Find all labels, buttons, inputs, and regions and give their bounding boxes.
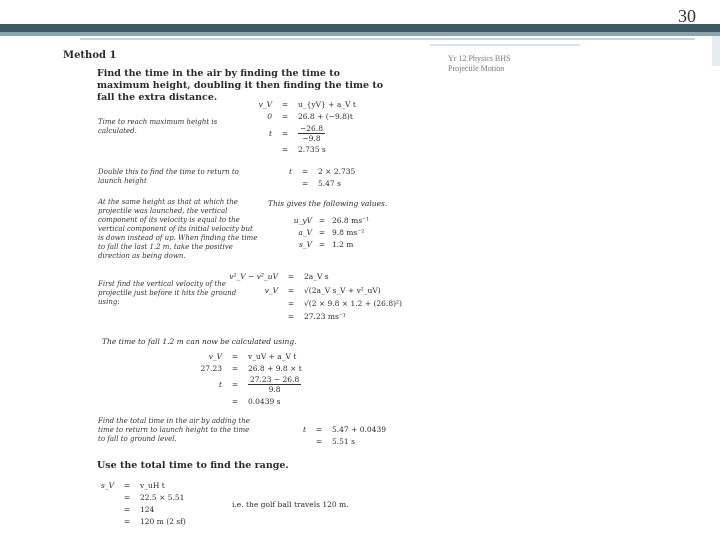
eq-row — [90, 517, 186, 527]
fall-time-intro: The time to fall 1.2 m can now be calculated using. — [102, 337, 297, 346]
eq-rhs: √(2a_V s_V + v²_uV) — [304, 286, 381, 295]
eq-operator: = — [281, 112, 289, 121]
eq-lhs: t — [218, 380, 222, 389]
eq-operator: = — [301, 179, 309, 188]
eq-operator: = — [123, 493, 131, 502]
eq-row — [268, 167, 355, 177]
eq-row — [90, 505, 154, 515]
eq-row — [192, 397, 280, 407]
eq-lhs — [282, 437, 306, 447]
value-val: 26.8 ms⁻¹ — [332, 216, 370, 225]
eq-lhs — [222, 299, 278, 309]
eq-lhs: v_V — [258, 100, 272, 109]
eq-lhs: v_V — [208, 352, 222, 361]
header-accent-bar — [0, 32, 720, 36]
heading-time-in-air: Find the time in the air by finding the time to maximum height, doubling it then finding the time to fall the extra distance. — [97, 68, 384, 103]
note-double-time: Double this to find the time to return to launch height — [98, 168, 239, 185]
eq-row — [268, 179, 341, 189]
eq-lhs: t — [302, 425, 306, 434]
eq-lhs: t — [288, 167, 292, 176]
fraction-denominator: 9.8 — [268, 385, 281, 394]
value-key: s_V — [298, 240, 312, 249]
eq-lhs — [90, 493, 114, 503]
eq-lhs — [192, 397, 222, 407]
eq-row — [192, 375, 301, 395]
eq-rhs: u_{yV} + a_V t — [298, 100, 356, 109]
eq-rhs: 22.5 × 5.51 — [140, 493, 185, 502]
eq-operator: = — [231, 380, 239, 389]
eq-lhs: v_V — [264, 286, 278, 295]
eq-lhs — [222, 312, 278, 322]
eq-rhs: v_uH t — [140, 481, 165, 490]
eq-rhs: 120 m (2 sf) — [140, 517, 186, 526]
topic-label — [448, 54, 510, 74]
eq-row — [282, 437, 355, 447]
eq-row — [90, 493, 184, 503]
eq-operator: = — [123, 505, 131, 514]
value-key: a_V — [298, 228, 312, 237]
eq-row — [192, 352, 296, 362]
eq-rhs: 26.8 + (−9.8)t — [298, 112, 353, 121]
eq-operator: = — [281, 129, 289, 138]
eq-rhs: 5.51 s — [332, 437, 355, 446]
eq-operator: = — [287, 272, 295, 281]
eq-row — [282, 425, 386, 435]
eq-lhs — [90, 505, 114, 515]
value-row — [286, 227, 369, 239]
topic-line-2: Projectile Motion — [448, 64, 505, 73]
eq-fraction — [298, 124, 325, 144]
value-operator: = — [318, 240, 326, 249]
value-operator: = — [318, 228, 326, 237]
fraction-numerator: −26.8 — [300, 124, 323, 133]
eq-rhs: 2 × 2.735 — [318, 167, 356, 176]
value-operator: = — [318, 216, 326, 225]
eq-rhs: 124 — [140, 505, 155, 514]
eq-operator: = — [281, 145, 289, 154]
header-rule — [80, 38, 695, 40]
value-row — [286, 239, 369, 251]
eq-rhs: 5.47 + 0.0439 — [332, 425, 386, 434]
eq-rhs: 2.735 s — [298, 145, 326, 154]
eq-rhs: 26.8 + 9.8 × t — [248, 364, 302, 373]
eq-row — [248, 145, 326, 155]
eq-row — [222, 272, 329, 282]
eq-rhs: 2a_V s — [304, 272, 329, 281]
eq-lhs: v²_V − v²_uV — [229, 272, 278, 281]
eq-row — [248, 100, 356, 110]
eq-row — [222, 299, 402, 309]
eq-row — [248, 124, 325, 144]
eq-operator: = — [287, 299, 295, 308]
eq-lhs: t — [268, 129, 272, 138]
note-same-height: At the same height as that at which the projectile was launched, the vertical component of its velocity is equal to the vertical component of its initial velocity but is down instead of up. When finding the time to fall the last 1.2 m, take the positive direction as being down. — [98, 198, 258, 260]
eq-operator: = — [281, 100, 289, 109]
fraction-denominator: −9.8 — [302, 134, 321, 143]
eq-fraction — [248, 375, 301, 395]
eq-operator: = — [123, 481, 131, 490]
note-max-height: Time to reach maximum height is calculated. — [98, 118, 218, 135]
eq-lhs — [90, 517, 114, 527]
eq-lhs — [248, 145, 272, 155]
eq-operator: = — [231, 397, 239, 406]
eq-operator: = — [123, 517, 131, 526]
eq-operator: = — [315, 437, 323, 446]
eq-lhs: 0 — [267, 112, 272, 121]
eq-operator: = — [231, 352, 239, 361]
heading-range: Use the total time to find the range. — [97, 460, 289, 471]
note-vertical-velocity: First find the vertical velocity of the projectile just before it hits the ground using: — [98, 280, 237, 306]
note-total-time: Find the total time in the air by adding the time to return to launch height to the time to fall to ground level. — [98, 417, 250, 443]
eq-rhs: √(2 × 9.8 × 1.2 + (26.8)²) — [304, 299, 402, 308]
eq-row — [248, 112, 353, 122]
topic-line-1: Yr 12 Physics BHS — [448, 54, 511, 63]
eq-row — [222, 286, 381, 296]
eq-rhs: v_uV + a_V t — [248, 352, 297, 361]
values-table — [286, 215, 369, 251]
conclusion: i.e. the golf ball travels 120 m. — [232, 500, 349, 509]
eq-row — [90, 481, 165, 491]
value-val: 1.2 m — [332, 240, 354, 249]
header-bar — [0, 24, 720, 32]
eq-lhs: 27.23 — [200, 364, 222, 373]
eq-lhs — [268, 179, 292, 189]
eq-operator: = — [287, 312, 295, 321]
eq-rhs: 27.23 ms⁻¹ — [304, 312, 346, 321]
fraction-numerator: 27.23 − 26.8 — [250, 375, 300, 384]
eq-rhs: 5.47 s — [318, 179, 341, 188]
method-title: Method 1 — [63, 50, 117, 61]
eq-operator: = — [315, 425, 323, 434]
slide-number: 30 — [678, 6, 696, 26]
value-key: u_yV — [293, 216, 312, 225]
values-intro: This gives the following values. — [268, 199, 388, 208]
eq-operator: = — [301, 167, 309, 176]
eq-rhs: 0.0439 s — [248, 397, 281, 406]
eq-row — [192, 364, 302, 374]
edge-accent — [712, 36, 720, 66]
eq-operator: = — [287, 286, 295, 295]
value-val: 9.8 ms⁻² — [332, 228, 365, 237]
header-rule-2 — [430, 44, 580, 46]
eq-lhs: s_V — [100, 481, 114, 490]
value-row — [286, 215, 369, 227]
eq-row — [222, 312, 346, 322]
eq-operator: = — [231, 364, 239, 373]
